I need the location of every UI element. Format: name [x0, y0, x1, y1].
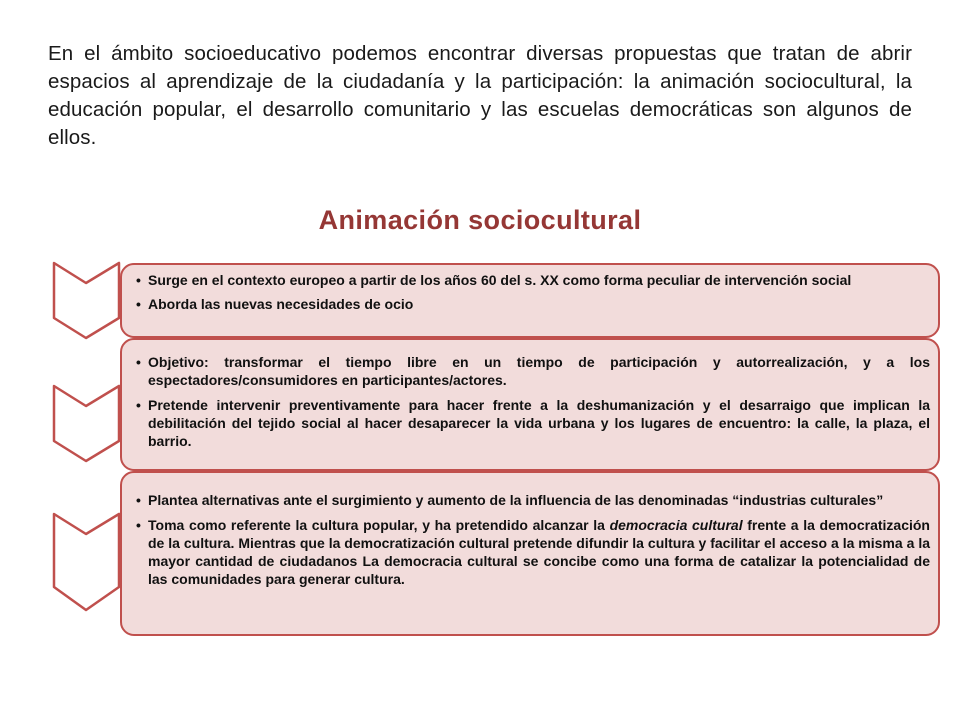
intro-paragraph: En el ámbito socioeducativo podemos encontrar diversas propuestas que tratan de abrir espacios al aprendizaje de la ciudadanía y la participación: la animación sociocultural, la educación popular, el desarrollo comunitario y las escuelas democráticas son algunos de ellos.: [48, 42, 912, 149]
chevron-2: [54, 386, 119, 461]
chevron-3: [54, 514, 119, 610]
list-item-text: frente a la democratización de la cultura. Mientras que la democratización cultural pretende difundir la cultura y facilitar el acceso a la misma a la mayor cantidad de ciudadanos La democracia cultural se concibe como una forma de catalizar la potencialidad de las comunidades para generar cultura.: [148, 517, 930, 587]
emphasis-text: democracia cultural: [609, 517, 743, 533]
list-item: • Objetivo: transformar el tiempo libre en un tiempo de participación y autorrealización, y a los espectadores/consumidores en participantes/actores.: [122, 353, 930, 389]
page-title: Animación sociocultural: [318, 205, 642, 235]
block-origin: [120, 263, 940, 338]
chevron-1: [54, 263, 119, 338]
list-item: • Surge en el contexto europeo a partir de los años 60 del s. XX como forma peculiar de intervención social: [122, 271, 926, 289]
list-item: [122, 516, 930, 588]
list-item-text: Toma como referente la cultura popular, y ha pretendido alcanzar la: [148, 517, 610, 533]
list-item: • Pretende intervenir preventivamente para hacer frente a la deshumanización y el desarraigo que implican la debilitación del tejido social al hacer desaparecer la vida urbana y los lugares de encuentro: la calle, la plaza, el barrio.: [122, 396, 930, 450]
list-item: • Aborda las nuevas necesidades de ocio: [122, 295, 926, 313]
block-alternatives: [120, 471, 940, 636]
block-objectives: [120, 338, 940, 471]
list-item: • Plantea alternativas ante el surgimiento y aumento de la influencia de las denominadas “industrias culturales”: [122, 491, 930, 509]
